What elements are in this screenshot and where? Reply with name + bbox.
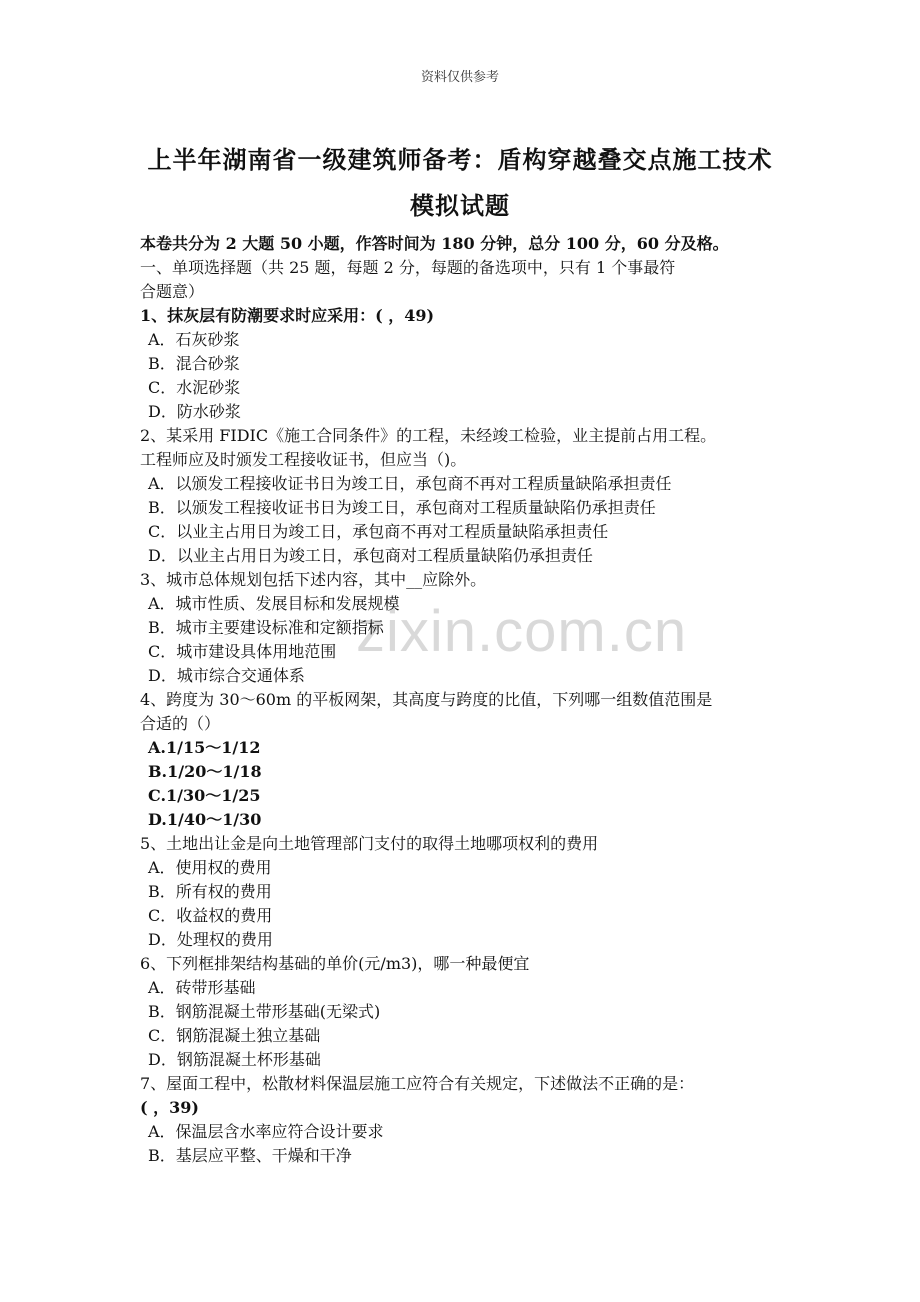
option-d: D．城市综合交通体系 xyxy=(148,666,305,685)
option-b: B．城市主要建设标准和定额指标 xyxy=(148,618,384,637)
option-b: B．所有权的费用 xyxy=(148,882,272,901)
exam-content xyxy=(140,232,800,1168)
question-stem-cont: 工程师应及时颁发工程接收证书，但应当（)。 xyxy=(140,450,467,469)
option-a: A．砖带形基础 xyxy=(148,978,256,997)
option-c: C．城市建设具体用地范围 xyxy=(148,642,337,661)
option-a: A.1/15～1/12 xyxy=(148,738,261,757)
option-b: B．钢筋混凝土带形基础(无梁式) xyxy=(148,1002,381,1021)
watermark: zixin.com.cn xyxy=(356,599,688,664)
option-d: D．以业主占用日为竣工日，承包商对工程质量缺陷仍承担责任 xyxy=(148,546,593,565)
section-heading: 一、单项选择题（共 25 题，每题 2 分，每题的备选项中，只有 1 个事最符 xyxy=(140,258,676,277)
option-d: D．防水砂浆 xyxy=(148,402,241,421)
option-c: C．水泥砂浆 xyxy=(148,378,241,397)
header-note: 资料仅供参考 xyxy=(420,70,499,85)
option-a: A．以颁发工程接收证书日为竣工日，承包商不再对工程质量缺陷承担责任 xyxy=(148,474,672,493)
question-stem: 6、下列框排架结构基础的单价(元/m3)，哪一种最便宜 xyxy=(140,954,530,973)
question-stem: 5、土地出让金是向土地管理部门支付的取得土地哪项权利的费用 xyxy=(140,834,599,853)
option-c: C.1/30～1/25 xyxy=(148,786,261,805)
question-stem: 7、屋面工程中，松散材料保温层施工应符合有关规定，下述做法不正确的是： xyxy=(140,1074,695,1093)
question-stem: 3、城市总体规划包括下述内容，其中__应除外。 xyxy=(140,570,487,589)
option-b: B．混合砂浆 xyxy=(148,354,240,373)
option-a: A．使用权的费用 xyxy=(148,858,272,877)
option-a: A．石灰砂浆 xyxy=(148,330,240,349)
question-stem-cont: 合适的（） xyxy=(140,714,221,733)
option-d: D．钢筋混凝土杯形基础 xyxy=(148,1050,321,1069)
question-stem: 1、抹灰层有防潮要求时应采用：( ，49) xyxy=(140,306,435,325)
option-b: B.1/20～1/18 xyxy=(148,762,262,781)
option-c: C．收益权的费用 xyxy=(148,906,273,925)
exam-intro: 本卷共分为 2 大题 50 小题，作答时间为 180 分钟，总分 100 分，60 分及格。 xyxy=(140,234,729,253)
option-c: C．钢筋混凝土独立基础 xyxy=(148,1026,321,1045)
question-stem: 4、跨度为 30～60m 的平板网架，其高度与跨度的比值，下列哪一组数值范围是 xyxy=(140,690,713,709)
option-d: D.1/40～1/30 xyxy=(148,810,262,829)
page-title: 上半年湖南省一级建筑师备考：盾构穿越叠交点施工技术 xyxy=(147,145,773,174)
question-stem-cont: ( ，39) xyxy=(140,1098,199,1117)
question-stem: 2、某采用 FIDIC《施工合同条件》的工程，未经竣工检验，业主提前占用工程。 xyxy=(140,426,717,445)
option-d: D．处理权的费用 xyxy=(148,930,273,949)
option-c: C．以业主占用日为竣工日，承包商不再对工程质量缺陷承担责任 xyxy=(148,522,609,541)
page-title-line2: 模拟试题 xyxy=(410,191,510,220)
option-a: A．城市性质、发展目标和发展规模 xyxy=(148,594,400,613)
option-b: B．以颁发工程接收证书日为竣工日，承包商对工程质量缺陷仍承担责任 xyxy=(148,498,656,517)
option-b: B．基层应平整、干燥和干净 xyxy=(148,1146,352,1165)
option-a: A．保温层含水率应符合设计要求 xyxy=(148,1122,384,1141)
section-heading-cont: 合题意） xyxy=(140,282,205,301)
